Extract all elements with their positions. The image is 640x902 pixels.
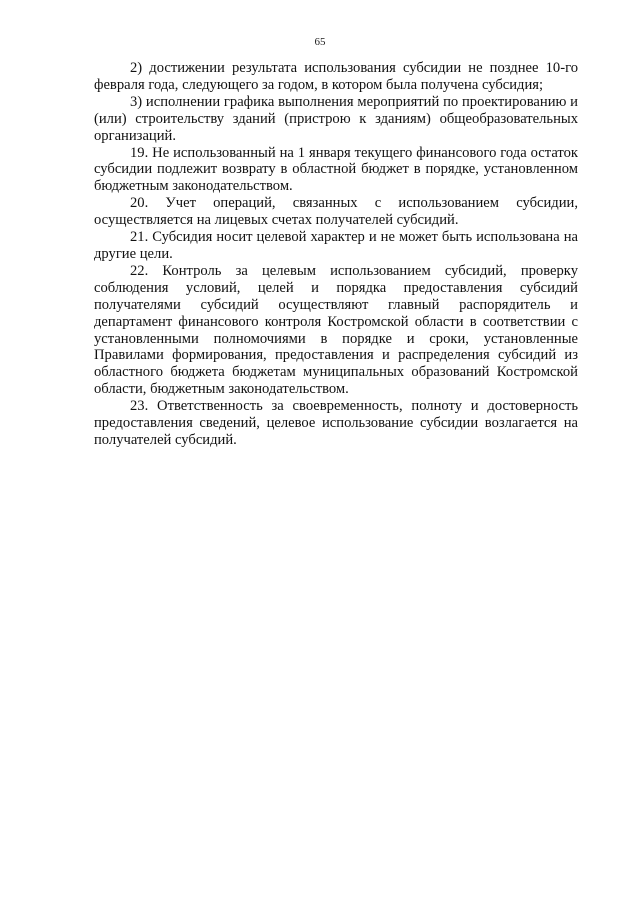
paragraph-21-purpose: 21. Субсидия носит целевой характер и не может быть использована на другие цели. bbox=[94, 229, 578, 262]
paragraph-20-accounting: 20. Учет операций, связанных с использованием субсидии, осуществляется на лицевых счетах получателей субсидий. bbox=[94, 195, 578, 229]
paragraph-19-return: 19. Не использованный на 1 января текущего финансового года остаток субсидии подлежит возврату в областной бюджет в порядке, установленном бюджетным законодательством. bbox=[94, 144, 578, 195]
paragraph-2-result: 2) достижении результата использования субсидии не позднее 10-го февраля года, следующего за годом, в котором была получена субсидия; bbox=[94, 60, 578, 93]
page-number: 65 bbox=[314, 36, 326, 48]
document-body bbox=[94, 60, 578, 449]
paragraph-3-schedule: 3) исполнении графика выполнения мероприятий по проектированию и (или) строительству зданий (пристрою к зданиям) общеобразовательных организаций. bbox=[94, 93, 578, 144]
paragraph-22-control: 22. Контроль за целевым использованием субсидий, проверку соблюдения условий, целей и порядка предоставления субсидий получателями субсидий осуществляют главный распорядитель и департамент финансового контроля Костромской области в соответствии с установленными полномочиями в порядке и сроки, установленные Правилами формирования, предоставления и распределения субсидий из областного бюджета бюджетам муниципальных образований Костромской области, бюджетным законодательством. bbox=[94, 262, 578, 398]
paragraph-23-responsibility: 23. Ответственность за своевременность, полноту и достоверность предоставления сведений, целевое использование субсидии возлагается на получателей субсидий. bbox=[94, 398, 578, 448]
